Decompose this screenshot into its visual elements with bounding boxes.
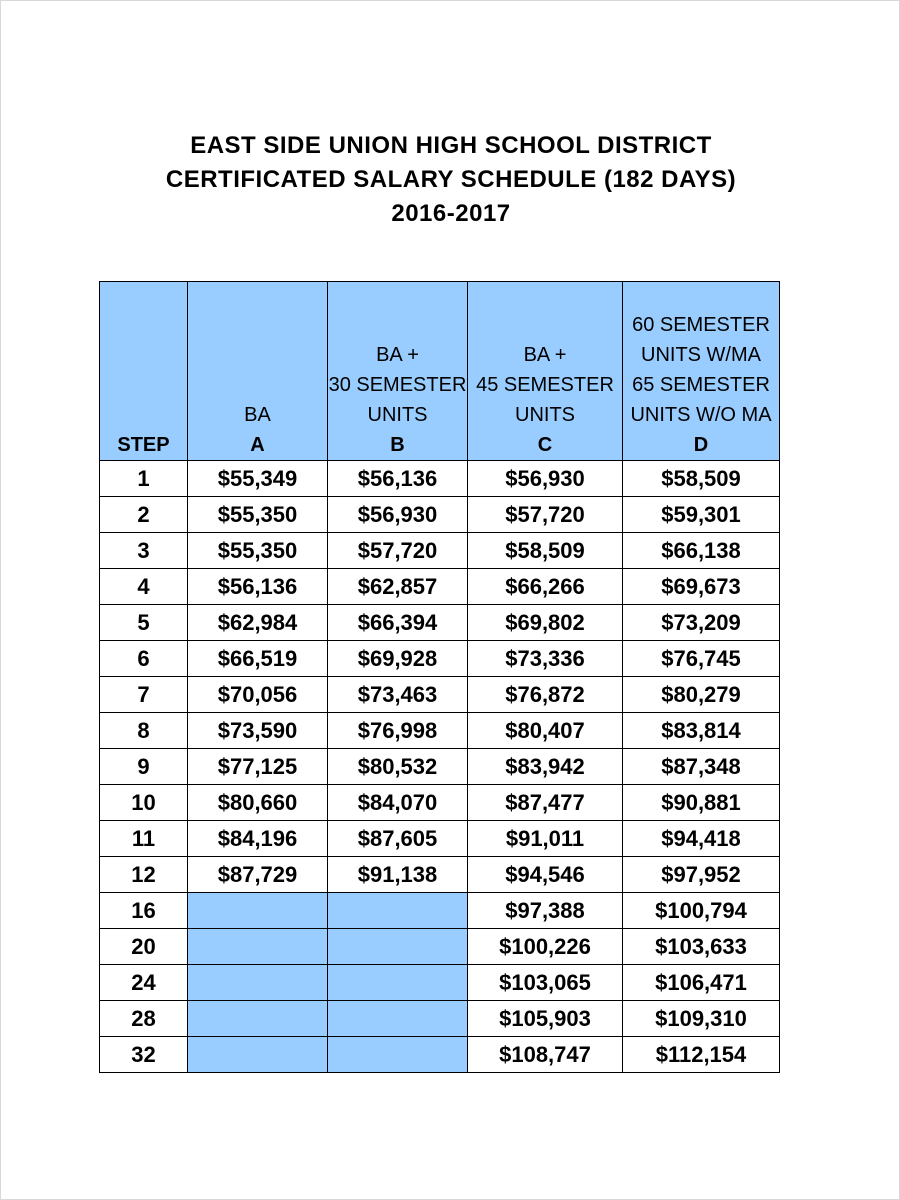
salary-cell-b: $91,138 bbox=[328, 857, 468, 893]
salary-cell-b: $56,930 bbox=[328, 497, 468, 533]
salary-cell-b: $76,998 bbox=[328, 713, 468, 749]
salary-cell-a: $56,136 bbox=[188, 569, 328, 605]
table-row bbox=[100, 713, 780, 749]
salary-cell-c: $58,509 bbox=[468, 533, 623, 569]
salary-cell-d: $90,881 bbox=[623, 785, 780, 821]
step-cell: 11 bbox=[100, 821, 188, 857]
salary-cell-c: $103,065 bbox=[468, 965, 623, 1001]
step-cell: 3 bbox=[100, 533, 188, 569]
salary-cell-b bbox=[328, 1001, 468, 1037]
table-row bbox=[100, 533, 780, 569]
salary-cell-b bbox=[328, 893, 468, 929]
salary-cell-b: $66,394 bbox=[328, 605, 468, 641]
salary-cell-a: $87,729 bbox=[188, 857, 328, 893]
salary-cell-a: $55,350 bbox=[188, 533, 328, 569]
header-b-line: UNITS bbox=[367, 404, 428, 426]
step-cell: 5 bbox=[100, 605, 188, 641]
header-column-b bbox=[328, 282, 468, 461]
header-b-code: B bbox=[390, 434, 405, 456]
step-cell: 12 bbox=[100, 857, 188, 893]
header-c-line: UNITS bbox=[515, 404, 575, 426]
salary-cell-a: $66,519 bbox=[188, 641, 328, 677]
salary-cell-d: $69,673 bbox=[623, 569, 780, 605]
salary-cell-b: $84,070 bbox=[328, 785, 468, 821]
header-a-line: BA bbox=[244, 404, 271, 426]
step-cell: 16 bbox=[100, 893, 188, 929]
salary-cell-a: $70,056 bbox=[188, 677, 328, 713]
salary-cell-a bbox=[188, 929, 328, 965]
salary-cell-a: $55,350 bbox=[188, 497, 328, 533]
salary-cell-b bbox=[328, 929, 468, 965]
salary-cell-b bbox=[328, 965, 468, 1001]
step-cell: 20 bbox=[100, 929, 188, 965]
header-c-line: BA + bbox=[523, 344, 567, 366]
salary-cell-b: $80,532 bbox=[328, 749, 468, 785]
table-row bbox=[100, 641, 780, 677]
salary-cell-c: $94,546 bbox=[468, 857, 623, 893]
salary-cell-a: $84,196 bbox=[188, 821, 328, 857]
table-row bbox=[100, 1037, 780, 1073]
header-column-a bbox=[188, 282, 328, 461]
table-row bbox=[100, 461, 780, 497]
title-district: EAST SIDE UNION HIGH SCHOOL DISTRICT bbox=[190, 132, 712, 159]
title-year: 2016-2017 bbox=[391, 200, 511, 227]
table-row bbox=[100, 605, 780, 641]
step-cell: 24 bbox=[100, 965, 188, 1001]
salary-cell-a bbox=[188, 893, 328, 929]
salary-cell-a bbox=[188, 1037, 328, 1073]
salary-cell-c: $108,747 bbox=[468, 1037, 623, 1073]
salary-cell-c: $87,477 bbox=[468, 785, 623, 821]
salary-cell-c: $91,011 bbox=[468, 821, 623, 857]
salary-cell-c: $76,872 bbox=[468, 677, 623, 713]
salary-cell-a: $77,125 bbox=[188, 749, 328, 785]
salary-cell-d: $97,952 bbox=[623, 857, 780, 893]
salary-cell-d: $94,418 bbox=[623, 821, 780, 857]
salary-cell-b: $56,136 bbox=[328, 461, 468, 497]
salary-cell-a bbox=[188, 1001, 328, 1037]
header-column-c bbox=[468, 282, 623, 461]
header-d-line: 65 SEMESTER bbox=[632, 374, 770, 396]
salary-cell-c: $83,942 bbox=[468, 749, 623, 785]
salary-cell-c: $73,336 bbox=[468, 641, 623, 677]
salary-cell-d: $73,209 bbox=[623, 605, 780, 641]
step-cell: 32 bbox=[100, 1037, 188, 1073]
table-body bbox=[100, 461, 780, 1073]
table-row bbox=[100, 929, 780, 965]
salary-cell-b: $57,720 bbox=[328, 533, 468, 569]
table-row bbox=[100, 497, 780, 533]
salary-cell-c: $80,407 bbox=[468, 713, 623, 749]
salary-cell-a: $55,349 bbox=[188, 461, 328, 497]
table-row bbox=[100, 677, 780, 713]
salary-cell-a: $73,590 bbox=[188, 713, 328, 749]
table-row bbox=[100, 965, 780, 1001]
table-row bbox=[100, 821, 780, 857]
table-row bbox=[100, 749, 780, 785]
salary-cell-a: $62,984 bbox=[188, 605, 328, 641]
header-b-line: BA + bbox=[376, 344, 419, 366]
salary-cell-c: $56,930 bbox=[468, 461, 623, 497]
salary-cell-d: $66,138 bbox=[623, 533, 780, 569]
salary-cell-b: $62,857 bbox=[328, 569, 468, 605]
step-cell: 2 bbox=[100, 497, 188, 533]
salary-cell-b: $69,928 bbox=[328, 641, 468, 677]
header-d-code: D bbox=[693, 434, 709, 456]
salary-schedule-table bbox=[99, 281, 780, 1073]
step-cell: 4 bbox=[100, 569, 188, 605]
salary-cell-c: $57,720 bbox=[468, 497, 623, 533]
table-row bbox=[100, 857, 780, 893]
salary-cell-d: $103,633 bbox=[623, 929, 780, 965]
salary-cell-a: $80,660 bbox=[188, 785, 328, 821]
header-b-line: 30 SEMESTER bbox=[328, 374, 467, 396]
salary-cell-b: $73,463 bbox=[328, 677, 468, 713]
salary-cell-d: $80,279 bbox=[623, 677, 780, 713]
salary-cell-c: $105,903 bbox=[468, 1001, 623, 1037]
table-row bbox=[100, 785, 780, 821]
salary-cell-b bbox=[328, 1037, 468, 1073]
title-schedule: CERTIFICATED SALARY SCHEDULE (182 DAYS) bbox=[165, 166, 737, 193]
salary-cell-d: $87,348 bbox=[623, 749, 780, 785]
header-d-line: 60 SEMESTER bbox=[632, 314, 770, 336]
salary-cell-c: $100,226 bbox=[468, 929, 623, 965]
step-cell: 28 bbox=[100, 1001, 188, 1037]
table-row bbox=[100, 569, 780, 605]
salary-cell-d: $112,154 bbox=[623, 1037, 780, 1073]
header-d-line: UNITS W/MA bbox=[641, 344, 761, 366]
step-cell: 1 bbox=[100, 461, 188, 497]
salary-cell-c: $66,266 bbox=[468, 569, 623, 605]
table-row bbox=[100, 1001, 780, 1037]
salary-cell-d: $109,310 bbox=[623, 1001, 780, 1037]
step-cell: 7 bbox=[100, 677, 188, 713]
document-title bbox=[1, 129, 900, 231]
header-d-line: UNITS W/O MA bbox=[630, 404, 772, 426]
salary-cell-a bbox=[188, 965, 328, 1001]
header-row bbox=[100, 282, 780, 461]
header-step: STEP bbox=[100, 282, 188, 461]
salary-cell-d: $100,794 bbox=[623, 893, 780, 929]
step-cell: 9 bbox=[100, 749, 188, 785]
salary-cell-c: $97,388 bbox=[468, 893, 623, 929]
header-c-line: 45 SEMESTER bbox=[476, 374, 614, 396]
table-row bbox=[100, 893, 780, 929]
salary-cell-d: $106,471 bbox=[623, 965, 780, 1001]
header-column-d bbox=[623, 282, 780, 461]
step-cell: 8 bbox=[100, 713, 188, 749]
header-a-code: A bbox=[250, 434, 265, 456]
step-cell: 10 bbox=[100, 785, 188, 821]
salary-cell-d: $59,301 bbox=[623, 497, 780, 533]
salary-cell-d: $76,745 bbox=[623, 641, 780, 677]
salary-cell-b: $87,605 bbox=[328, 821, 468, 857]
salary-cell-d: $83,814 bbox=[623, 713, 780, 749]
step-cell: 6 bbox=[100, 641, 188, 677]
header-c-code: C bbox=[537, 434, 553, 456]
salary-cell-c: $69,802 bbox=[468, 605, 623, 641]
salary-cell-d: $58,509 bbox=[623, 461, 780, 497]
